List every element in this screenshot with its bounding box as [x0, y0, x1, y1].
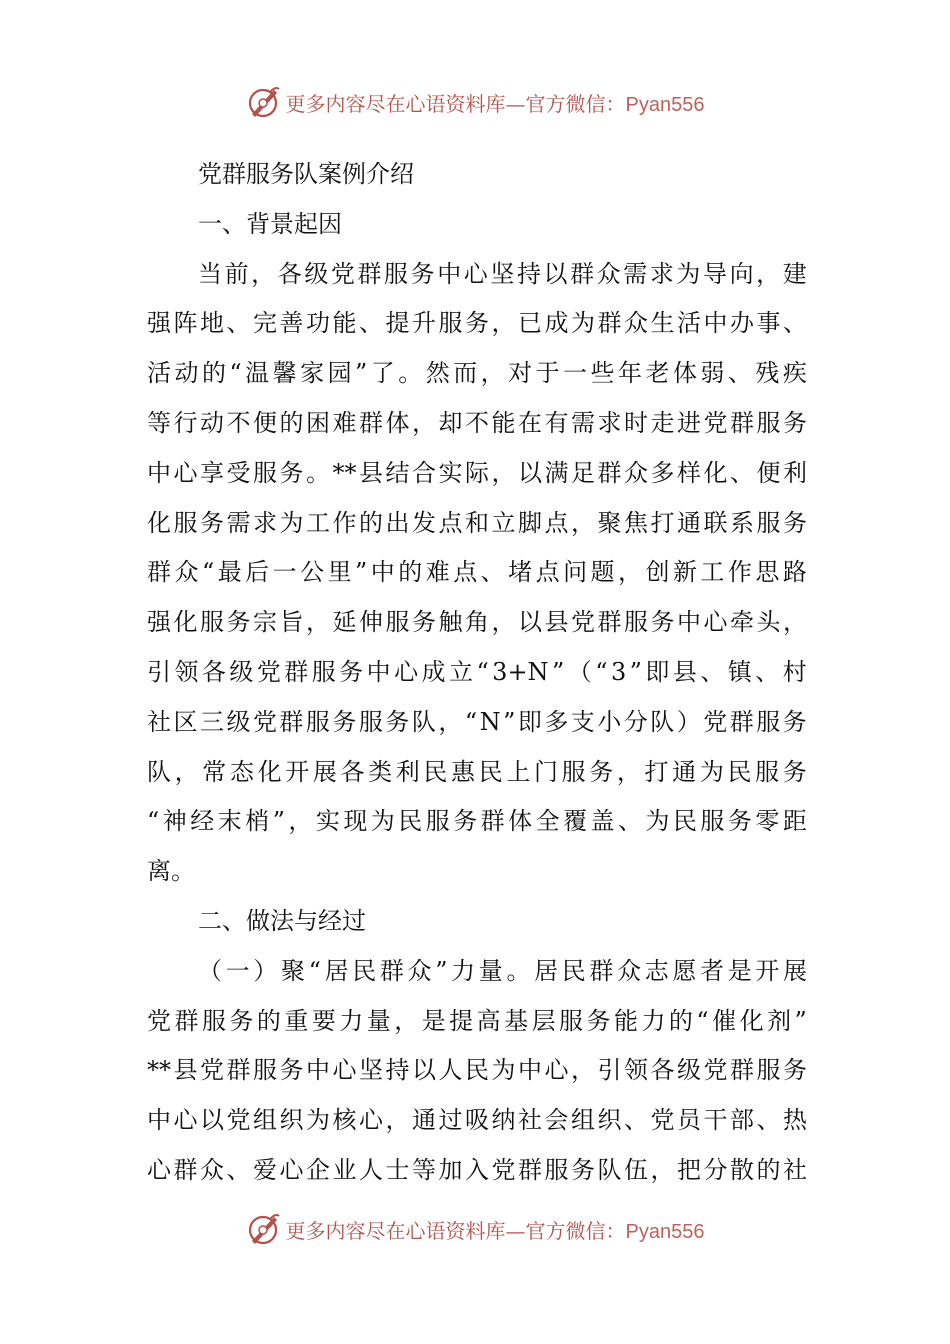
paragraph-line: ** 县 党 群 服 务 中 心 坚 持 以 人 民 为 中 心 ， 引 领 各 级 党 群 服 务 [147, 1056, 807, 1085]
paragraph-line: 党 群 服 务 的 重 要 力 量 ， 是 提 高 基 层 服 务 能 力 的 “ 催 化 剂 ” [147, 1006, 807, 1035]
paragraph-line: 中 心 以 党 组 织 为 核 心 ， 通 过 吸 纳 社 会 组 织 、 党 员 干 部 、 热 [147, 1106, 807, 1135]
paragraph-line: 队 ， 常 态 化 开 展 各 类 利 民 惠 民 上 门 服 务 ， 打 通 为 民 服 务 [147, 757, 807, 786]
document-title: 党群服务队案例介绍 [198, 160, 414, 188]
section-heading-methods: 二、做法与经过 [198, 906, 366, 935]
watermark-wechat-id: Pyan556 [625, 1220, 705, 1243]
paragraph-line: 离。 [147, 857, 195, 886]
paragraph-line: 群 众 “ 最 后 一 公 里 ” 中 的 难 点 、 堵 点 问 题 ， 创 新 工 作 思 路 [147, 558, 807, 587]
paragraph-line: 引 领 各 级 党 群 服 务 中 心 成 立 “ 3+N ” （ “ 3 ” 即 县 、 镇 、 村 [147, 657, 807, 686]
section-heading-background: 一、背景起因 [198, 209, 342, 238]
paragraph-line: 活 动 的 “ 温 馨 家 园 ” 了 。 然 而 ， 对 于 一 些 年 老 体 弱 、 残 疾 [147, 359, 807, 388]
paragraph-line: 化 服 务 需 求 为 工 作 的 出 发 点 和 立 脚 点 ， 聚 焦 打 通 联 系 服 务 [147, 508, 807, 537]
document-body [147, 150, 807, 1196]
paragraph-line: （ 一 ） 聚 “ 居 民 群 众 ” 力 量 。 居 民 群 众 志 愿 者 是 开 展 [198, 956, 807, 985]
pen-circle-logo-icon [246, 84, 282, 120]
paragraph-line: 心 群 众 、 爱 心 企 业 人 士 等 加 入 党 群 服 务 队 伍 ， 把 分 散 的 社 [147, 1155, 807, 1184]
watermark-wechat-id: Pyan556 [625, 93, 705, 116]
paragraph-line: 中 心 享 受 服 务 。 ** 县 结 合 实 际 ， 以 满 足 群 众 多 样 化 、 便 利 [147, 458, 807, 487]
paragraph-line: 社 区 三 级 党 群 服 务 服 务 队 ， “ N ” 即 多 支 小 分 队 ） 党 群 服 务 [147, 707, 807, 736]
watermark-banner-top [0, 82, 950, 122]
paragraph-line: 强 化 服 务 宗 旨 ， 延 伸 服 务 触 角 ， 以 县 党 群 服 务 中 心 牵 头 ， [147, 608, 807, 637]
paragraph-line: “ 神 经 末 梢 ” ， 实 现 为 民 服 务 群 体 全 覆 盖 、 为 民 服 务 零 距 [147, 807, 807, 836]
watermark-text: 更多内容尽在心语资料库—官方微信： [285, 1218, 626, 1243]
paragraph-line: 强 阵 地 、 完 善 功 能 、 提 升 服 务 ， 已 成 为 群 众 生 活 中 办 事 、 [147, 309, 807, 338]
paragraph-line: 当 前 ， 各 级 党 群 服 务 中 心 坚 持 以 群 众 需 求 为 导 向 ， 建 [198, 259, 807, 288]
watermark-banner-bottom [0, 1209, 950, 1249]
pen-circle-logo-icon [246, 1211, 282, 1247]
paragraph-line: 等 行 动 不 便 的 困 难 群 体 ， 却 不 能 在 有 需 求 时 走 进 党 群 服 务 [147, 408, 807, 437]
watermark-text: 更多内容尽在心语资料库—官方微信： [285, 91, 626, 116]
